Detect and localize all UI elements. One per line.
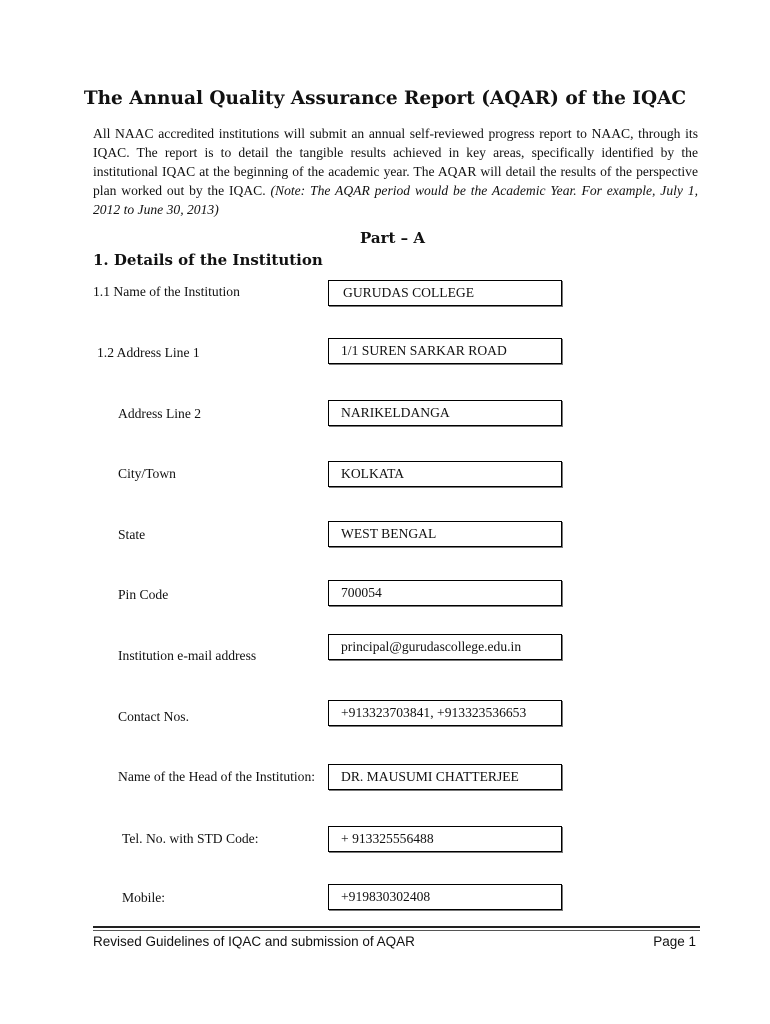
field-value-institution-name[interactable]: GURUDAS COLLEGE (328, 280, 562, 306)
field-label-city: City/Town (118, 466, 176, 481)
field-value-tel-std[interactable]: + 913325556488 (328, 826, 562, 852)
field-value-city[interactable]: KOLKATA (328, 461, 562, 487)
field-label-institution-name: 1.1 Name of the Institution (93, 284, 240, 299)
field-value-contact-nos[interactable]: +913323703841, +913323536653 (328, 700, 562, 726)
field-label-email: Institution e-mail address (118, 648, 257, 663)
field-label-head-name: Name of the Head of the Institution: (118, 769, 316, 784)
page-number: Page 1 (653, 934, 696, 949)
field-value-address-line-2[interactable]: NARIKELDANGA (328, 400, 562, 426)
field-value-mobile[interactable]: +919830302408 (328, 884, 562, 910)
field-value-address-line-1[interactable]: 1/1 SUREN SARKAR ROAD (328, 338, 562, 364)
section-heading: 1. Details of the Institution (93, 251, 323, 269)
intro-text: All NAAC accredited institutions will submit an annual self-reviewed progress report to NAAC, through its IQAC. The report is to detail the tangible results achieved in key areas, specifically identified by the institutional IQAC at the beginning of the academic year. The AQAR will detail the results of the perspective plan worked out by the IQAC. (93, 126, 698, 198)
footer-rule-thin (93, 930, 700, 931)
field-value-head-name[interactable]: DR. MAUSUMI CHATTERJEE (328, 764, 562, 790)
field-value-state[interactable]: WEST BENGAL (328, 521, 562, 547)
field-value-pin-code[interactable]: 700054 (328, 580, 562, 606)
field-label-contact-nos: Contact Nos. (118, 709, 189, 724)
part-heading: Part – A (359, 229, 425, 247)
field-label-state: State (118, 527, 146, 542)
document-title: The Annual Quality Assurance Report (AQAR) of the IQAC (83, 88, 687, 109)
field-label-tel-std: Tel. No. with STD Code: (122, 831, 259, 846)
field-value-email[interactable]: principal@gurudascollege.edu.in (328, 634, 562, 660)
field-label-pin-code: Pin Code (118, 587, 169, 602)
field-label-address-line-2: Address Line 2 (118, 406, 202, 421)
intro-paragraph (93, 124, 698, 219)
footer-rule (93, 926, 700, 928)
field-label-address-line-1: 1.2 Address Line 1 (97, 345, 200, 360)
intro-note: (Note: The AQAR period would be the Academic Year. For example, July 1, 2012 to June 30, 2013) (93, 183, 698, 217)
footer-title: Revised Guidelines of IQAC and submission of AQAR (93, 934, 415, 949)
field-label-mobile: Mobile: (122, 890, 166, 905)
